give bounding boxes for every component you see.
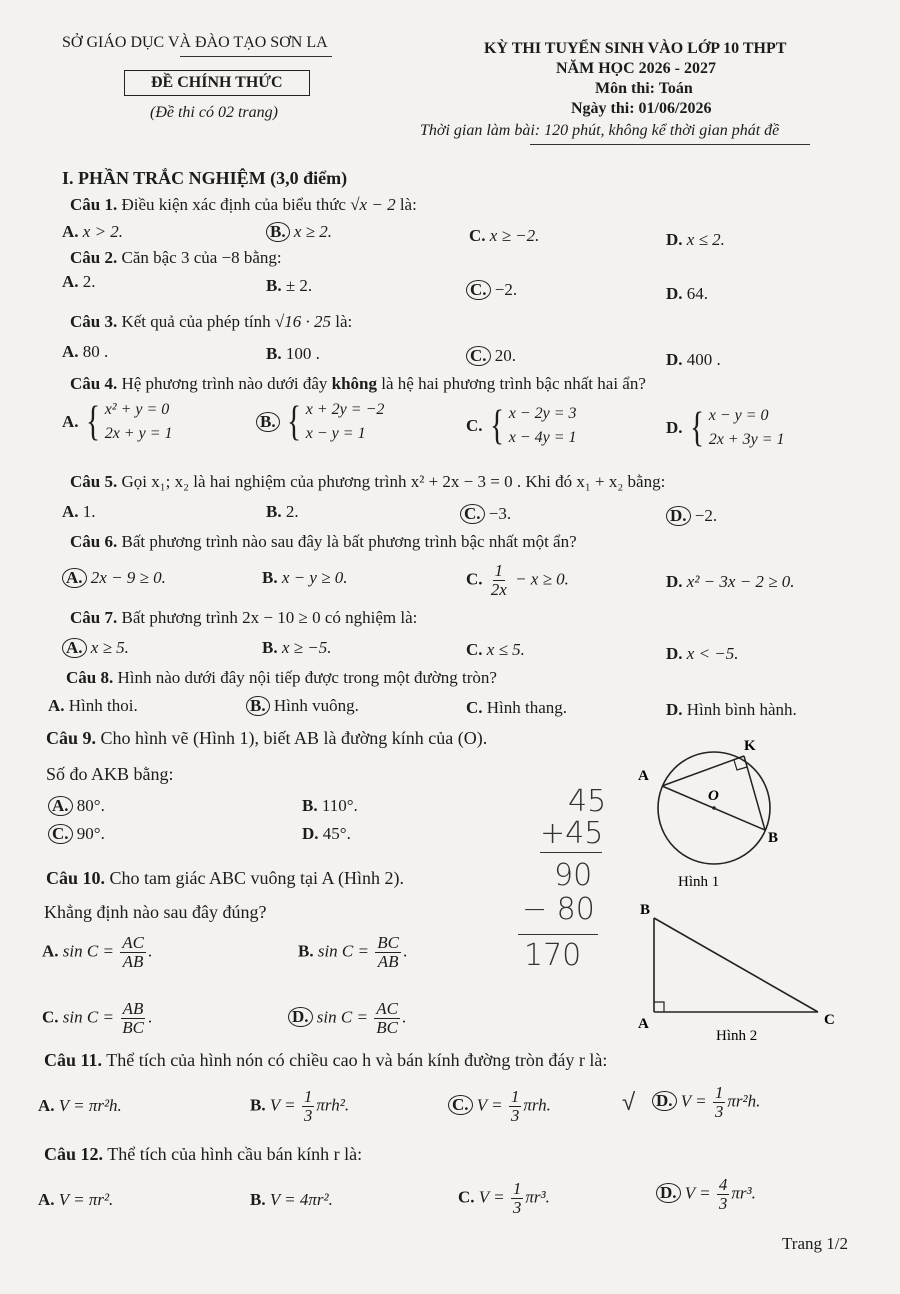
page-count-note: (Đề thi có 02 trang) — [150, 104, 278, 121]
q9-option-d[interactable]: D. 45°. — [302, 824, 351, 843]
label-k: K — [744, 738, 756, 754]
q8-option-b[interactable]: B. Hình vuông. — [246, 696, 359, 716]
question-11: Câu 11. Thể tích của hình nón có chiều cao h và bán kính đường tròn đáy r là: — [44, 1050, 608, 1070]
q3-option-c[interactable]: C. 20. — [466, 346, 516, 366]
label-o: O — [708, 788, 719, 804]
q7-option-d[interactable]: D. x < −5. — [666, 644, 739, 663]
label-b: B — [640, 902, 651, 918]
q7-option-b[interactable]: B. x ≥ −5. — [262, 638, 332, 657]
q5-option-a[interactable]: A. 1. — [62, 502, 96, 521]
label-b: B — [768, 830, 779, 846]
q10-option-c[interactable]: C. sin C = $\frac{AB}{BC}$ . — [42, 999, 153, 1037]
label-a: A — [638, 1016, 649, 1032]
q12-option-d[interactable]: D. V = $\frac{4}{3}$ πr³. — [656, 1176, 756, 1213]
q6-option-a[interactable]: A. 2x − 9 ≥ 0. — [62, 568, 166, 588]
handwritten-note-1: 45 — [568, 784, 607, 819]
q2-option-d[interactable]: D. 64. — [666, 284, 709, 303]
q11-option-b[interactable]: B. V = $\frac{1}{3}$ πrh². — [250, 1087, 350, 1125]
q12-option-a[interactable]: A. V = πr². — [38, 1190, 114, 1209]
sqrt-expression: √x − 2 — [350, 195, 396, 214]
q5-option-d[interactable]: D. −2. — [666, 506, 717, 526]
q7-option-a[interactable]: A. x ≥ 5. — [62, 638, 129, 658]
label-a: A — [638, 768, 649, 784]
q1-option-a[interactable]: A. x > 2. — [62, 222, 124, 241]
handwritten-note-5: 170 — [524, 938, 582, 973]
question-5: Câu 5. Gọi x₁; x₂ là hai nghiệm của phương trình x² + 2x − 3 = 0 . Khi đó x₁ + x₂ bằng: — [70, 472, 666, 491]
q12-option-c[interactable]: C. V = $\frac{1}{3}$ πr³. — [458, 1179, 550, 1217]
q4-option-d[interactable]: D. { x − y = 0 2x + 3y = 1 — [666, 405, 785, 451]
q6-option-d[interactable]: D. x² − 3x − 2 ≥ 0. — [666, 572, 795, 591]
handwritten-note-2: +45 — [540, 816, 604, 851]
q4-option-b[interactable]: B. { x + 2y = −2 x − y = 1 — [256, 398, 384, 446]
question-9-prompt: Số đo AKB bằng: — [46, 764, 174, 784]
question-2: Câu 2. Căn bậc 3 của −8 bằng: — [70, 248, 282, 267]
question-label: Câu 1. — [70, 195, 118, 214]
question-12: Câu 12. Thể tích của hình cầu bán kính r là: — [44, 1144, 363, 1164]
question-8: Câu 8. Hình nào dưới đây nội tiếp được trong một đường tròn? — [66, 668, 497, 687]
handwritten-note-4: − 80 — [522, 892, 595, 927]
handwritten-note-3: 90 — [554, 858, 593, 893]
q6-option-c[interactable]: C. $\frac{1}{2x}$ − x ≥ 0. — [466, 561, 569, 599]
q7-option-c[interactable]: C. x ≤ 5. — [466, 640, 525, 659]
q10-option-a[interactable]: A. sin C = $\frac{AC}{AB}$ . — [42, 933, 153, 971]
q3-option-d[interactable]: D. 400 . — [666, 350, 721, 369]
department-name: SỞ GIÁO DỤC VÀ ĐÀO TẠO SƠN LA — [62, 34, 328, 51]
q10-option-b[interactable]: B. sin C = $\frac{BC}{AB}$ . — [298, 933, 408, 971]
q12-option-b[interactable]: B. V = 4πr². — [250, 1190, 333, 1209]
q5-option-c[interactable]: C. −3. — [460, 504, 511, 524]
checkmark-note: √ — [622, 1088, 636, 1116]
q9-option-b[interactable]: B. 110°. — [302, 796, 358, 815]
school-year: NĂM HỌC 2026 - 2027 — [556, 60, 716, 77]
figure-2-caption: Hình 2 — [716, 1028, 758, 1044]
subject: Môn thi: Toán — [595, 80, 693, 97]
exam-title: KỲ THI TUYỂN SINH VÀO LỚP 10 THPT — [484, 40, 787, 57]
q3-option-b[interactable]: B. 100 . — [266, 344, 320, 363]
question-10-prompt: Khẳng định nào sau đây đúng? — [44, 902, 267, 922]
question-1: Câu 1. Điều kiện xác định của biểu thức √x − 2 là: — [70, 195, 417, 214]
exam-date: Ngày thi: 01/06/2026 — [571, 100, 712, 117]
q1-option-b[interactable]: B. x ≥ 2. — [266, 222, 332, 242]
question-9: Câu 9. Cho hình vẽ (Hình 1), biết AB là đường kính của (O). — [46, 728, 488, 748]
q8-option-a[interactable]: A. Hình thoi. — [48, 696, 138, 715]
official-badge: ĐỀ CHÍNH THỨC — [124, 70, 310, 96]
q5-option-b[interactable]: B. 2. — [266, 502, 299, 521]
label-c: C — [824, 1012, 835, 1028]
q11-option-c[interactable]: C. V = $\frac{1}{3}$ πrh. — [448, 1088, 551, 1125]
q2-option-c[interactable]: C. −2. — [466, 280, 517, 300]
question-7: Câu 7. Bất phương trình 2x − 10 ≥ 0 có nghiệm là: — [70, 608, 418, 627]
sqrt-expression: √16 · 25 — [274, 312, 332, 331]
q1-option-c[interactable]: C. x ≥ −2. — [469, 226, 540, 245]
question-10: Câu 10. Cho tam giác ABC vuông tại A (Hình 2). — [46, 868, 405, 888]
q8-option-d[interactable]: D. Hình bình hành. — [666, 700, 797, 719]
q4-option-a[interactable]: A. { x² + y = 0 2x + y = 1 — [62, 399, 173, 445]
q2-option-b[interactable]: B. ± 2. — [266, 276, 313, 295]
q11-option-a[interactable]: A. V = πr²h. — [38, 1096, 122, 1115]
q11-option-d[interactable]: D. V = $\frac{1}{3}$ πr²h. — [652, 1084, 760, 1121]
figure-1-caption: Hình 1 — [678, 874, 720, 890]
time-allowed: Thời gian làm bài: 120 phút, không kể thời gian phát đề — [420, 122, 780, 139]
q4-option-c[interactable]: C. { x − 2y = 3 x − 4y = 1 — [466, 403, 577, 449]
page-number: Trang 1/2 — [782, 1234, 848, 1253]
q2-option-a[interactable]: A. 2. — [62, 272, 96, 291]
q3-option-a[interactable]: A. 80 . — [62, 342, 109, 361]
question-6: Câu 6. Bất phương trình nào sau đây là bất phương trình bậc nhất một ẩn? — [70, 532, 577, 551]
figure-1-circle — [630, 730, 810, 900]
q6-option-b[interactable]: B. x − y ≥ 0. — [262, 568, 348, 587]
q9-option-c[interactable]: C. 90°. — [48, 824, 105, 844]
q1-option-d[interactable]: D. x ≤ 2. — [666, 230, 725, 249]
q10-option-d[interactable]: D. sin C = $\frac{AC}{BC}$ . — [288, 1000, 406, 1037]
section-title: I. PHẦN TRẮC NGHIỆM (3,0 điểm) — [62, 168, 348, 188]
question-4: Câu 4. Hệ phương trình nào dưới đây không là hệ hai phương trình bậc nhất hai ẩn? — [70, 374, 646, 393]
q9-option-a[interactable]: A. 80°. — [48, 796, 105, 816]
figure-2-right-triangle — [632, 896, 852, 1050]
question-3: Câu 3. Kết quả của phép tính √16 · 25 là: — [70, 312, 353, 331]
q8-option-c[interactable]: C. Hình thang. — [466, 698, 568, 717]
